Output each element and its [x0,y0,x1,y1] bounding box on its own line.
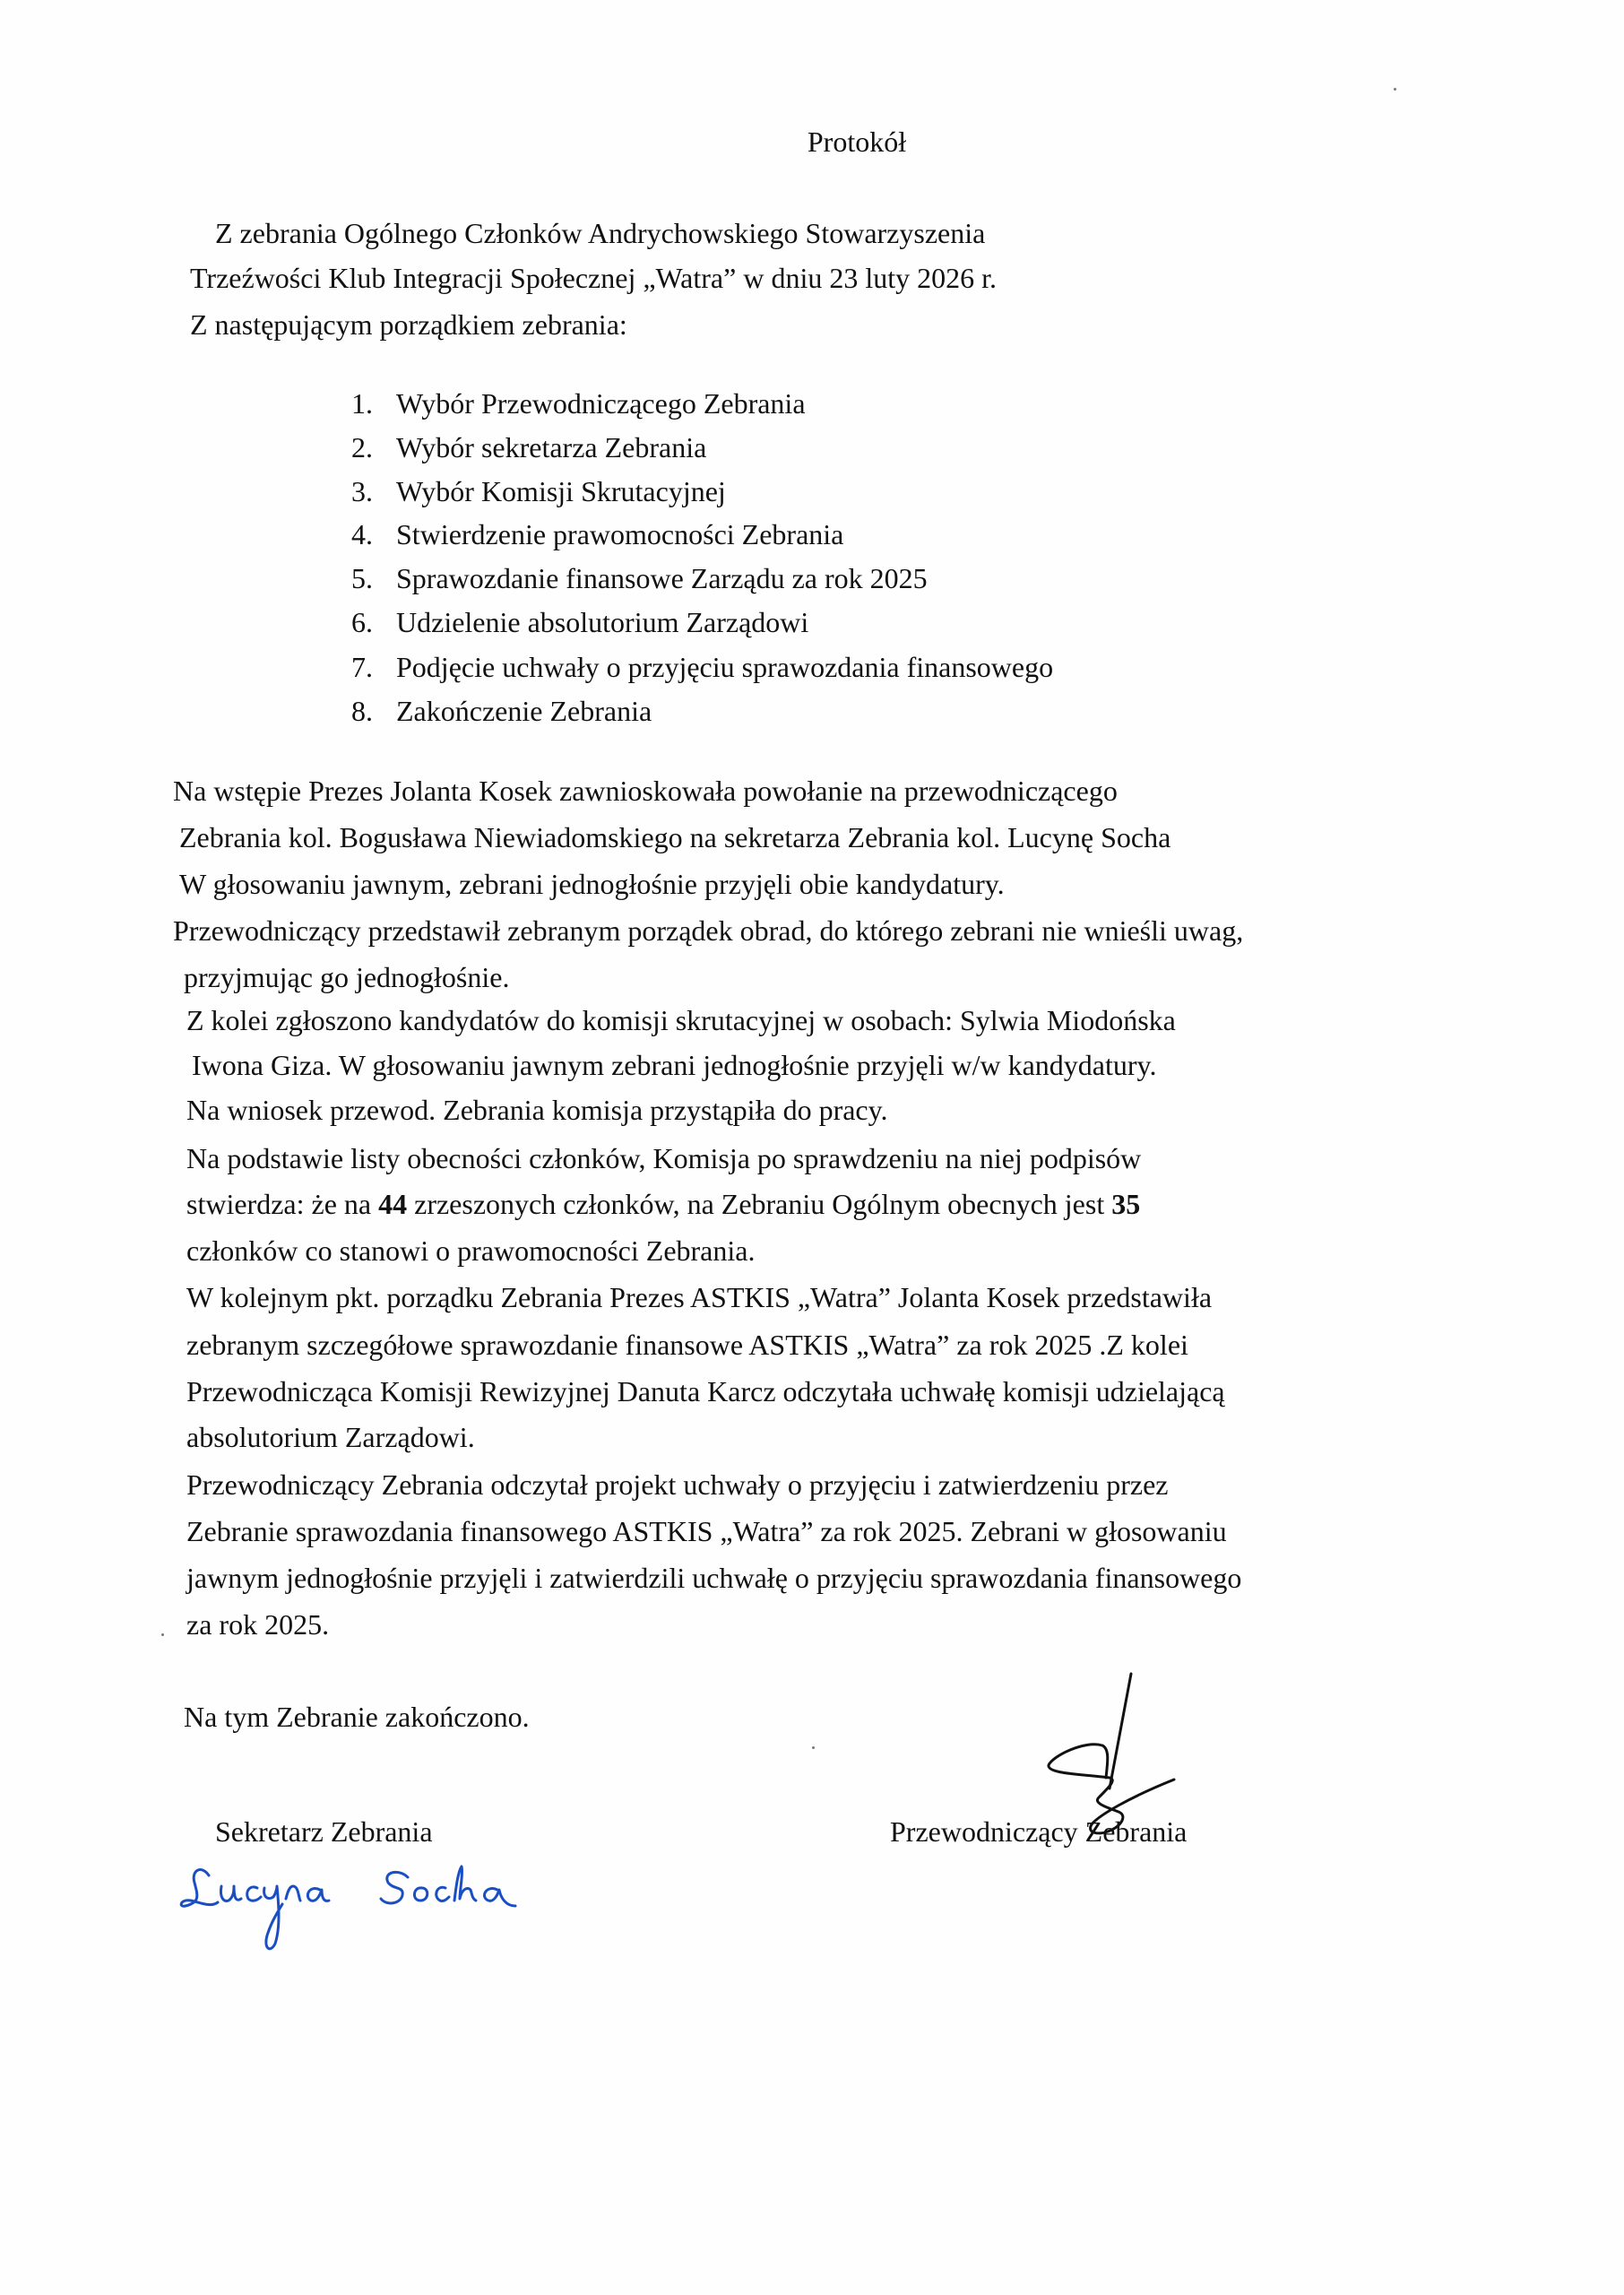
agenda-text: Sprawozdanie finansowe Zarządu za rok 2025 [396,562,928,594]
body-line: Na wstępie Prezes Jolanta Kosek zawnioskowała powołanie na przewodniczącego [173,775,1118,807]
agenda-text: Wybór Przewodniczącego Zebrania [396,387,806,420]
agenda-text: Wybór sekretarza Zebrania [396,431,707,463]
agenda-text: Udzielenie absolutorium Zarządowi [396,606,809,638]
chair-label: Przewodniczący Zebrania [890,1815,1188,1848]
agenda-number: 4. [351,518,373,550]
body-line: absolutorium Zarządowi. [186,1421,475,1453]
agenda-item [351,429,706,465]
document-title [0,126,1624,159]
body-line: członków co stanowi o prawomocności Zebrania. [186,1234,756,1267]
body-line: zebranym szczegółowe sprawozdanie finansowe ASTKIS „Watra” za rok 2025 .Z kolei [186,1329,1188,1361]
agenda-item [351,473,726,509]
agenda-text: Stwierdzenie prawomocności Zebrania [396,518,844,550]
chair-signature [1022,1672,1237,1851]
agenda-item [351,649,1053,685]
body-line: przyjmując go jednogłośnie. [184,961,510,993]
agenda-text: Zakończenie Zebrania [396,695,652,727]
members-total: 44 [378,1188,408,1220]
members-present: 35 [1111,1188,1141,1220]
agenda-number: 2. [351,431,373,463]
body-line: Przewodniczący Zebrania odczytał projekt uchwały o przyjęciu i zatwierdzeniu przez [186,1468,1169,1501]
title-text: Protokół [807,126,907,158]
body-line: Na podstawie listy obecności członków, Komisja po sprawdzeniu na niej podpisów [186,1142,1142,1174]
secretary-signature [175,1847,551,1963]
quorum-line [186,1186,1140,1222]
agenda-number: 7. [351,651,373,683]
body-line: Na wniosek przewod. Zebrania komisja przystąpiła do pracy. [186,1094,888,1126]
agenda-text: Podjęcie uchwały o przyjęciu sprawozdania finansowego [396,651,1054,683]
scan-speck [812,1746,815,1749]
scan-speck [1394,88,1396,91]
agenda-number: 3. [351,475,373,507]
agenda-number: 1. [351,387,373,420]
intro-line-1: Z zebrania Ogólnego Członków Andrychowskiego Stowarzyszenia [215,217,986,249]
body-line: W kolejnym pkt. porządku Zebrania Prezes ASTKIS „Watra” Jolanta Kosek przedstawiła [186,1281,1213,1313]
body-line: Przewodniczący przedstawił zebranym porządek obrad, do którego zebrani nie wnieśli uwag, [173,914,1244,947]
agenda-text: Wybór Komisji Skrutacyjnej [396,475,726,507]
agenda-number: 8. [351,695,373,727]
body-line: jawnym jednogłośnie przyjęli i zatwierdzili uchwałę o przyjęciu sprawozdania finansowego [186,1562,1242,1594]
scan-speck [161,1633,164,1636]
body-line: Przewodnicząca Komisji Rewizyjnej Danuta Karcz odczytała uchwałę komisji udzielającą [186,1375,1225,1407]
agenda-item [351,385,806,421]
body-line: za rok 2025. [186,1608,330,1641]
body-line: Iwona Giza. W głosowaniu jawnym zebrani jednogłośnie przyjęli w/w kandydatury. [192,1049,1157,1081]
agenda-number: 5. [351,562,373,594]
closing-line: Na tym Zebranie zakończono. [184,1701,530,1733]
intro-line-2: Trzeźwości Klub Integracji Społecznej „Watra” w dniu 23 luty 2026 r. [190,262,997,294]
quorum-text: zrzeszonych członków, na Zebraniu Ogólnym obecnych jest [407,1188,1112,1220]
agenda-item [351,516,843,552]
body-line: Zebranie sprawozdania finansowego ASTKIS „Watra” za rok 2025. Zebrani w głosowaniu [186,1515,1227,1547]
quorum-text: stwierdza: że na [186,1188,379,1220]
secretary-label: Sekretarz Zebrania [215,1815,433,1848]
body-line: W głosowaniu jawnym, zebrani jednogłośnie przyjęli obie kandydatury. [179,868,1005,900]
body-line: Zebrania kol. Bogusława Niewiadomskiego na sekretarza Zebrania kol. Lucynę Socha [179,821,1171,853]
agenda-number: 6. [351,606,373,638]
intro-line-3: Z następującym porządkiem zebrania: [190,308,627,341]
agenda-item [351,604,808,640]
body-line: Z kolei zgłoszono kandydatów do komisji skrutacyjnej w osobach: Sylwia Miodońska [186,1004,1176,1036]
agenda-item [351,560,928,596]
agenda-item [351,693,652,729]
